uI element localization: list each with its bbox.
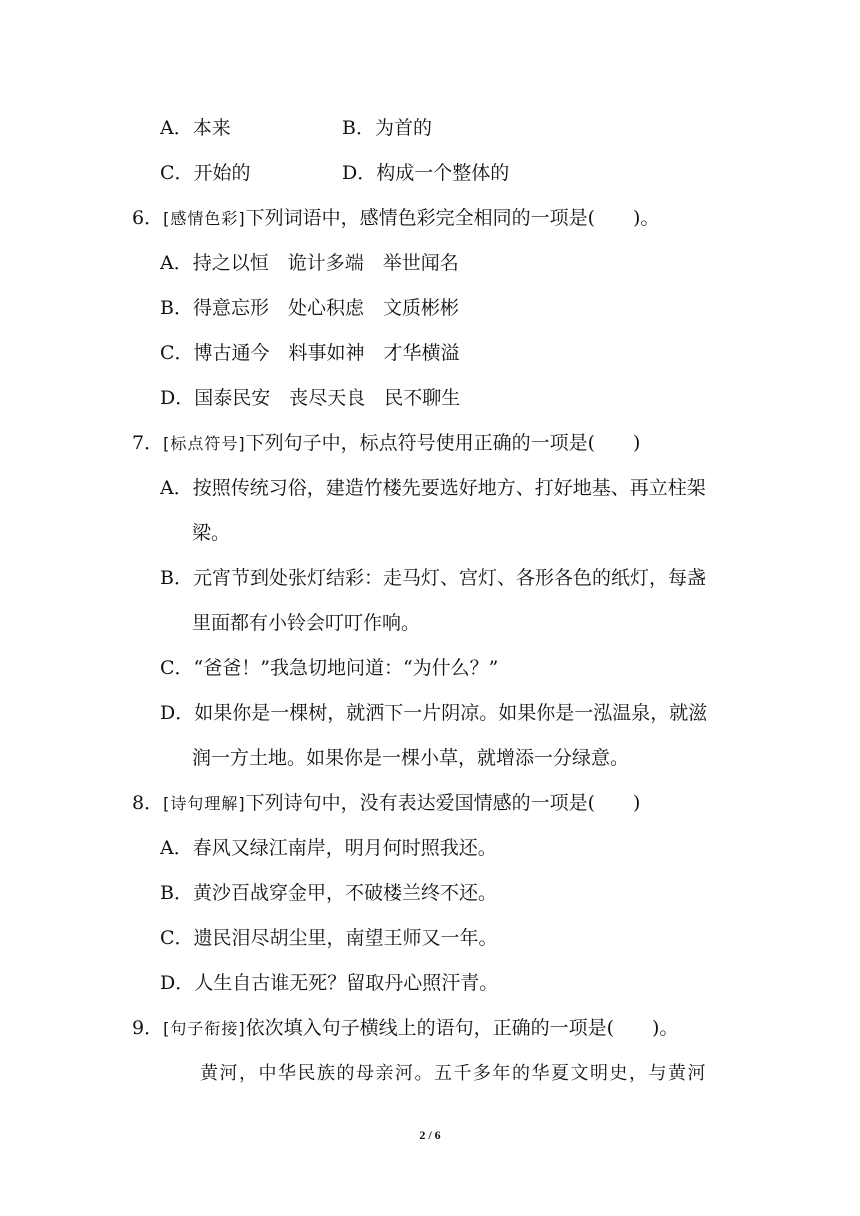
question-tag: [句子衔接] [163,1019,246,1038]
question-9-stem [132,1016,678,1041]
question-text: 依次填入句子横线上的语句，正确的一项是( )。 [245,1017,679,1039]
question-8-stem [132,791,640,816]
question-tag: [标点符号] [163,434,246,453]
q7-option-d-line-2: 润一方土地。如果你是一棵小草，就增添一分绿意。 [192,747,630,769]
q7-option-c: C．“爸爸！”我急切地问道：“为什么？” [160,657,499,679]
question-tag: [诗句理解] [163,794,246,813]
q7-option-b-line-1: B．元宵节到处张灯结彩：走马灯、宫灯、各形各色的纸灯，每盏 [160,567,706,589]
question-text: 下列句子中，标点符号使用正确的一项是( ) [245,432,641,454]
question-6-stem [132,206,659,231]
question-7-stem [132,431,640,456]
q8-option-a: A．春风又绿江南岸，明月何时照我还。 [160,837,497,859]
q6-option-a: A．持之以恒 诡计多端 举世闻名 [160,252,459,274]
q6-option-c: C．博古通今 料事如神 才华横溢 [160,342,460,364]
question-tag: [感情色彩] [163,209,246,228]
q5-option-d: D．构成一个整体的 [342,162,510,184]
question-number: 6． [132,207,164,229]
question-number: 7． [132,432,164,454]
q7-option-b-line-2: 里面都有小铃会叮叮作响。 [192,612,421,634]
q6-option-d: D．国泰民安 丧尽天良 民不聊生 [160,387,461,409]
q7-option-a-line-2: 梁。 [192,522,231,544]
q7-option-d-line-1: D．如果你是一棵树，就洒下一片阴凉。如果你是一泓温泉，就滋 [160,702,708,724]
q8-option-b: B．黄沙百战穿金甲，不破楼兰终不还。 [160,882,497,904]
question-number: 9． [132,1017,164,1039]
question-text: 下列词语中，感情色彩完全相同的一项是( )。 [245,207,660,229]
q9-passage: 黄河，中华民族的母亲河。五千多年的华夏文明史，与黄河 [200,1063,707,1084]
q8-option-c: C．遗民泪尽胡尘里，南望王师又一年。 [160,927,498,949]
q5-option-b: B．为首的 [342,117,432,139]
q8-option-d: D．人生自古谁无死？留取丹心照汗青。 [160,972,499,994]
q7-option-a-line-1: A．按照传统习俗，建造竹楼先要选好地方、打好地基、再立柱架 [160,477,706,499]
question-text: 下列诗句中，没有表达爱国情感的一项是( ) [245,792,641,814]
page-number: 2 / 6 [419,1128,441,1142]
q5-option-a: A．本来 [160,117,231,139]
q5-option-c: C．开始的 [160,162,251,184]
q6-option-b: B．得意忘形 处心积虑 文质彬彬 [160,297,459,319]
question-number: 8． [132,792,164,814]
